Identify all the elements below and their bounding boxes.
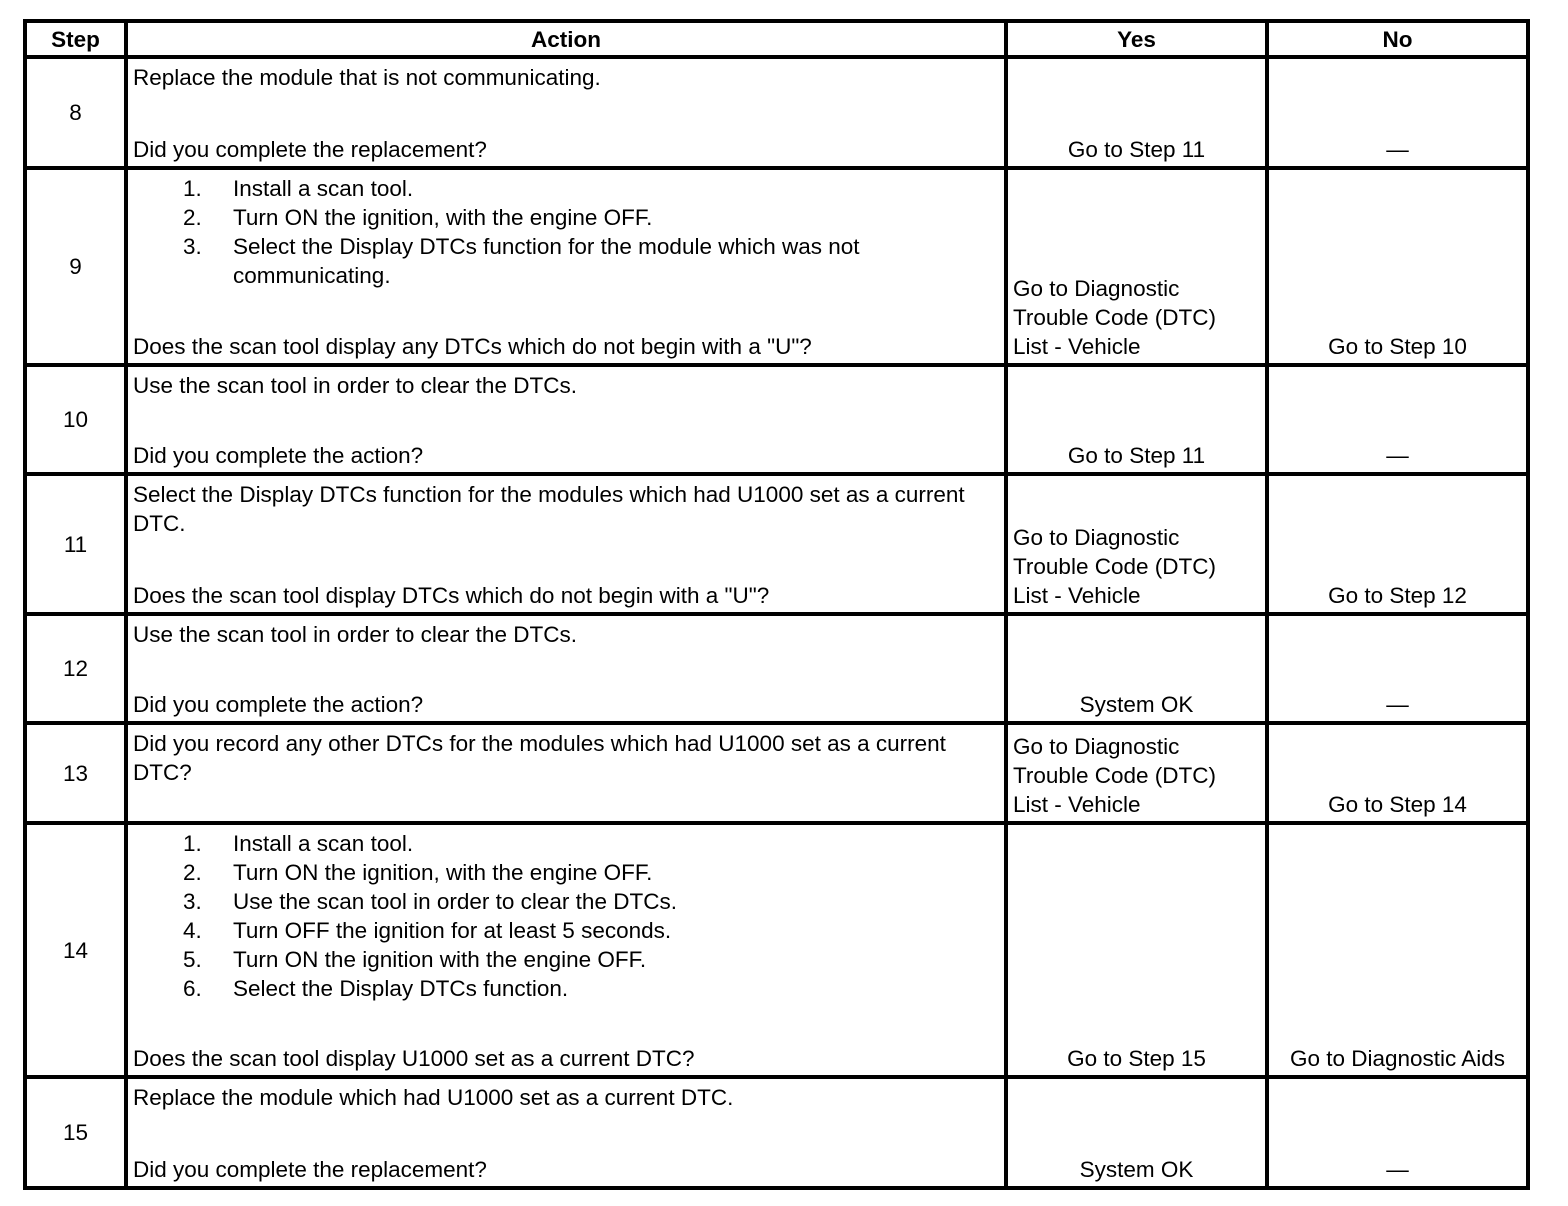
action-cell: [126, 614, 1006, 723]
action-cell: [126, 474, 1006, 614]
no-result: Go to Step 14: [1267, 723, 1528, 823]
step-number: 13: [25, 723, 126, 823]
header-row: [25, 21, 1528, 57]
action-question: Did you complete the action?: [133, 692, 424, 717]
step-number: 9: [25, 168, 126, 365]
action-question: Does the scan tool display DTCs which do not begin with a "U"?: [133, 583, 770, 608]
list-item: 5. Turn ON the ignition with the engine OFF.: [183, 947, 647, 972]
no-result: —: [1267, 365, 1528, 474]
header-action: Action: [126, 21, 1006, 57]
action-cell: [126, 365, 1006, 474]
step-number: 15: [25, 1077, 126, 1188]
list-item: 2. Turn ON the ignition, with the engine OFF.: [183, 205, 653, 230]
yes-result: Go to Diagnostic Trouble Code (DTC) List - Vehicle: [1006, 723, 1267, 823]
action-cell: [126, 168, 1006, 365]
no-result: Go to Step 10: [1267, 168, 1528, 365]
action-list: [133, 829, 999, 1003]
action-question: Does the scan tool display U1000 set as a current DTC?: [133, 1046, 695, 1071]
list-item: 3. Select the Display DTCs function for the module which was not communicating.: [183, 234, 860, 288]
step-number: 8: [25, 57, 126, 168]
yes-result: Go to Step 11: [1006, 57, 1267, 168]
list-item: 1. Install a scan tool.: [183, 176, 414, 201]
table-row: [25, 57, 1528, 168]
yes-result: System OK: [1006, 614, 1267, 723]
action-list: [133, 174, 999, 290]
step-number: 14: [25, 823, 126, 1077]
table-row: [25, 474, 1528, 614]
header-step: Step: [25, 21, 126, 57]
list-item: 3. Use the scan tool in order to clear the DTCs.: [183, 889, 677, 914]
action-cell: [126, 723, 1006, 823]
list-item: 2. Turn ON the ignition, with the engine OFF.: [183, 860, 653, 885]
yes-result: System OK: [1006, 1077, 1267, 1188]
table-row: [25, 168, 1528, 365]
table-row: [25, 614, 1528, 723]
table-row: [25, 365, 1528, 474]
action-text: Use the scan tool in order to clear the DTCs.: [133, 373, 577, 398]
action-question: Did you record any other DTCs for the modules which had U1000 set as a current DTC?: [133, 731, 946, 785]
header-yes: Yes: [1006, 21, 1267, 57]
yes-result: Go to Diagnostic Trouble Code (DTC) List - Vehicle: [1006, 474, 1267, 614]
action-cell: [126, 823, 1006, 1077]
action-question: Does the scan tool display any DTCs which do not begin with a "U"?: [133, 334, 812, 359]
list-item: 6. Select the Display DTCs function.: [183, 976, 569, 1001]
table-row: [25, 823, 1528, 1077]
step-number: 11: [25, 474, 126, 614]
no-result: —: [1267, 57, 1528, 168]
action-text: Replace the module which had U1000 set as a current DTC.: [133, 1085, 734, 1110]
action-question: Did you complete the replacement?: [133, 1157, 487, 1182]
yes-result: Go to Step 15: [1006, 823, 1267, 1077]
no-result: —: [1267, 614, 1528, 723]
no-result: Go to Diagnostic Aids: [1267, 823, 1528, 1077]
table-row: [25, 723, 1528, 823]
action-text: Select the Display DTCs function for the modules which had U1000 set as a current DTC.: [133, 482, 965, 536]
action-cell: [126, 57, 1006, 168]
action-question: Did you complete the replacement?: [133, 137, 487, 162]
table-row: [25, 1077, 1528, 1188]
list-item: 4. Turn OFF the ignition for at least 5 seconds.: [183, 918, 672, 943]
yes-result: Go to Diagnostic Trouble Code (DTC) List - Vehicle: [1006, 168, 1267, 365]
list-item: 1. Install a scan tool.: [183, 831, 414, 856]
action-question: Did you complete the action?: [133, 443, 424, 468]
action-text: Replace the module that is not communicating.: [133, 65, 601, 90]
no-result: Go to Step 12: [1267, 474, 1528, 614]
yes-result: Go to Step 11: [1006, 365, 1267, 474]
step-number: 12: [25, 614, 126, 723]
step-number: 10: [25, 365, 126, 474]
diagnostic-table: [23, 19, 1530, 1190]
header-no: No: [1267, 21, 1528, 57]
no-result: —: [1267, 1077, 1528, 1188]
action-text: Use the scan tool in order to clear the DTCs.: [133, 622, 577, 647]
action-cell: [126, 1077, 1006, 1188]
